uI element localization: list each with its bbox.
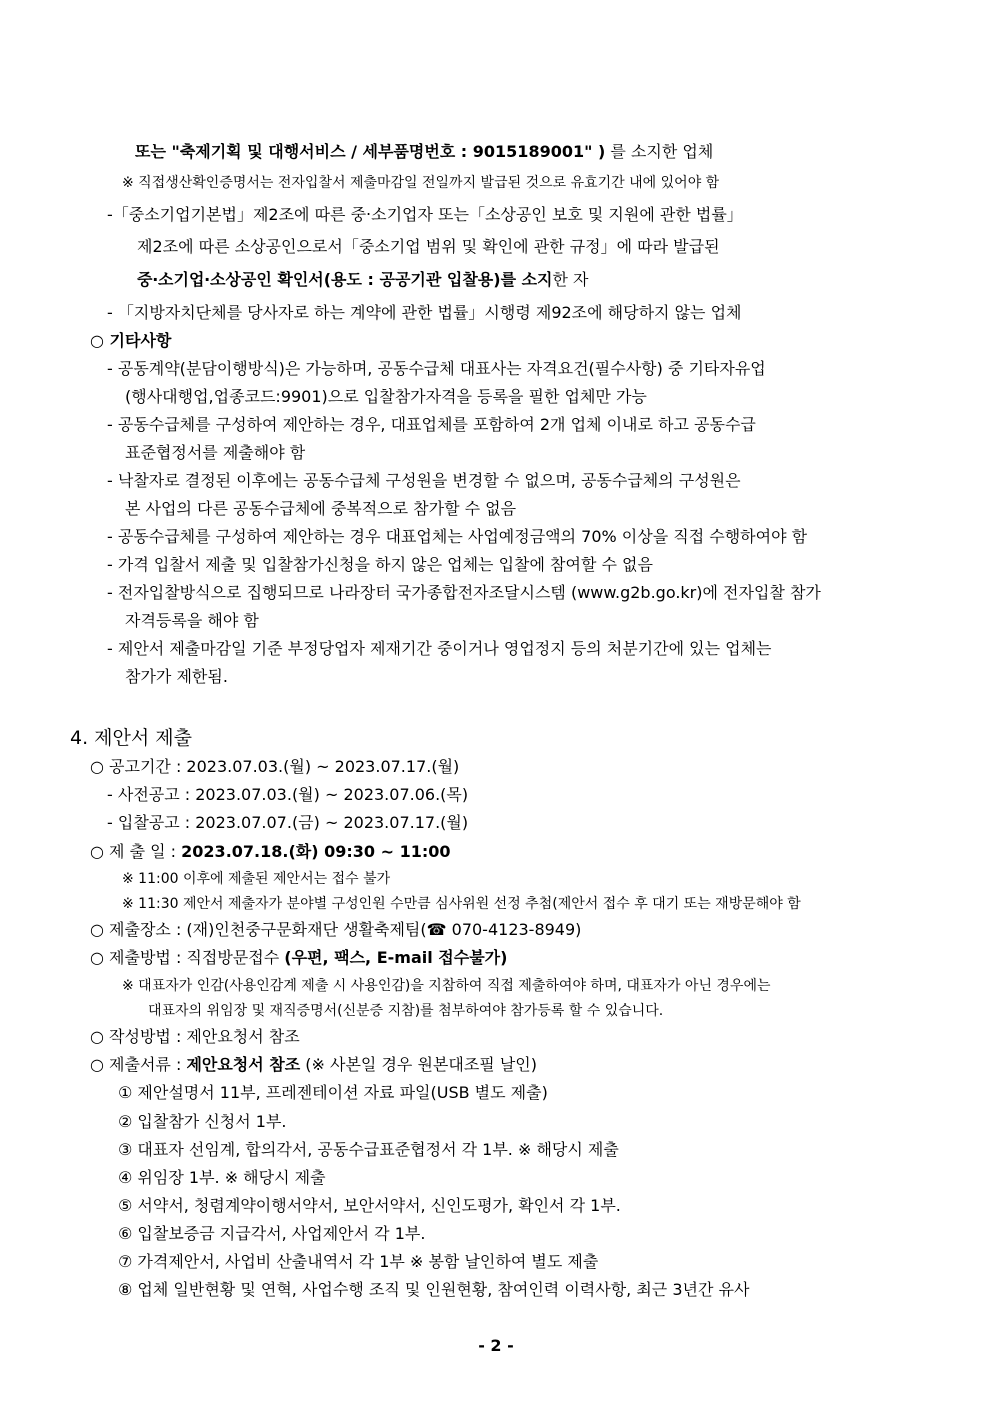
document-item-7: ⑦ 가격제안서, 사업비 산출내역서 각 1부 ※ 봉함 날인하여 별도 제출 (118, 1252, 599, 1271)
submission-place: ○ 제출장소 : (재)인천중구문화재단 생활축제팀(☎ 070-4123-8949) (90, 920, 582, 939)
document-item-1: ① 제안설명서 11부, 프레젠테이션 자료 파일(USB 별도 제출) (118, 1083, 548, 1102)
page-number: - 2 - (478, 1336, 514, 1355)
certificate-note: ※ 직접생산확인증명서는 전자입찰서 제출마감일 전일까지 발급된 것으로 유효기간 내에 있어야 함 (122, 175, 720, 191)
section-4-title: 4. 제안서 제출 (70, 727, 192, 749)
product-code-text: 또는 "축제기획 및 대행서비스 / 세부품명번호 : 9015189001" ) (135, 142, 606, 161)
document-item-6: ⑥ 입찰보증금 지급각서, 사업제안서 각 1부. (118, 1224, 426, 1243)
etc-item-1-line-1: - 공동계약(분담이행방식)은 가능하며, 공동수급체 대표사는 자격요건(필수사항) 중 기타자유업 (107, 359, 766, 378)
bid-notice-period: - 입찰공고 : 2023.07.07.(금) ~ 2023.07.17.(월) (107, 813, 469, 832)
etc-item-2-line-2: 표준협정서를 제출해야 함 (125, 443, 306, 462)
etc-item-7-line-1: - 제안서 제출마감일 기준 부정당업자 제재기간 중이거나 영업정지 등의 처분기간에 있는 업체는 (107, 639, 772, 658)
local-gov-requirement: - 「지방자치단체를 당사자로 하는 계약에 관한 법률」시행령 제92조에 해당하지 않는 업체 (107, 303, 742, 322)
etc-item-4: - 공동수급체를 구성하여 제안하는 경우 대표업체는 사업예정금액의 70% 이상을 직접 수행하여야 함 (107, 527, 808, 546)
etc-item-7-line-2: 참가가 제한됨. (125, 667, 228, 686)
etc-section-header: ○ 기타사항 (90, 331, 172, 350)
method-note-line-1: ※ 대표자가 인감(사용인감계 제출 시 사용인감)을 지참하여 직접 제출하여야 하며, 대표자가 아닌 경우에는 (122, 978, 771, 994)
document-item-2: ② 입찰참가 신청서 1부. (118, 1112, 287, 1131)
submission-note-1: ※ 11:00 이후에 제출된 제안서는 접수 불가 (122, 871, 391, 887)
document-item-4: ④ 위임장 1부. ※ 해당시 제출 (118, 1168, 326, 1187)
document-item-3: ③ 대표자 선임계, 합의각서, 공동수급표준협정서 각 1부. ※ 해당시 제출 (118, 1140, 619, 1159)
etc-item-6-line-1: - 전자입찰방식으로 집행되므로 나라장터 국가종합전자조달시스템 (www.g2b.go.kr)에 전자입찰 참가 (107, 583, 821, 602)
sme-requirement-line-1: -「중소기업기본법」제2조에 따른 중‧소기업자 또는「소상공인 보호 및 지원에 관한 법률」 (107, 205, 743, 224)
etc-item-3-line-1: - 낙찰자로 결정된 이후에는 공동수급체 구성원을 변경할 수 없으며, 공동수급체의 구성원은 (107, 471, 741, 490)
document-item-5: ⑤ 서약서, 청렴계약이행서약서, 보안서약서, 신인도평가, 확인서 각 1부. (118, 1196, 621, 1215)
method-note-line-2: 대표자의 위임장 및 재직증명서(신분증 지참)를 첨부하여야 참가등록 할 수 있습니다. (148, 1003, 664, 1019)
qualification-line-1: 또는 "축제기획 및 대행서비스 / 세부품명번호 : 9015189001" ) 를 소지한 업체 (135, 142, 714, 161)
etc-item-2-line-1: - 공동수급체를 구성하여 제안하는 경우, 대표업체를 포함하여 2개 업체 이내로 하고 공동수급 (107, 415, 756, 434)
sme-requirement-line-3: 중‧소기업‧소상공인 확인서(용도 : 공공기관 입찰용)를 소지한 자 (137, 270, 589, 289)
writing-method: ○ 작성방법 : 제안요청서 참조 (90, 1027, 300, 1046)
submission-date: ○ 제 출 일 : 2023.07.18.(화) 09:30 ~ 11:00 (90, 842, 451, 861)
etc-item-3-line-2: 본 사업의 다른 공동수급체에 중복적으로 참가할 수 없음 (125, 499, 517, 518)
etc-item-6-line-2: 자격등록을 해야 함 (125, 611, 259, 630)
sme-requirement-line-2: 제2조에 따른 소상공인으로서「중소기업 범위 및 확인에 관한 규정」에 따라 발급된 (137, 237, 720, 256)
pre-notice-period: - 사전공고 : 2023.07.03.(월) ~ 2023.07.06.(목) (107, 785, 469, 804)
submission-method: ○ 제출방법 : 직접방문접수 (우편, 팩스, E-mail 접수불가) (90, 948, 508, 967)
etc-item-5: - 가격 입찰서 제출 및 입찰참가신청을 하지 않은 업체는 입찰에 참여할 수 없음 (107, 555, 653, 574)
submission-documents: ○ 제출서류 : 제안요청서 참조 (※ 사본일 경우 원본대조필 날인) (90, 1055, 537, 1074)
submission-note-2: ※ 11:30 제안서 제출자가 분야별 구성인원 수만큼 심사위원 선정 추첨(제안서 접수 후 대기 또는 재방문해야 함 (122, 896, 801, 912)
document-item-8: ⑧ 업체 일반현황 및 연혁, 사업수행 조직 및 인원현황, 참여인력 이력사항, 최근 3년간 유사 (118, 1280, 750, 1299)
notice-period: ○ 공고기간 : 2023.07.03.(월) ~ 2023.07.17.(월) (90, 757, 460, 776)
etc-item-1-line-2: (행사대행업,업종코드:9901)으로 입찰참가자격을 등록을 필한 업체만 가능 (125, 387, 647, 406)
